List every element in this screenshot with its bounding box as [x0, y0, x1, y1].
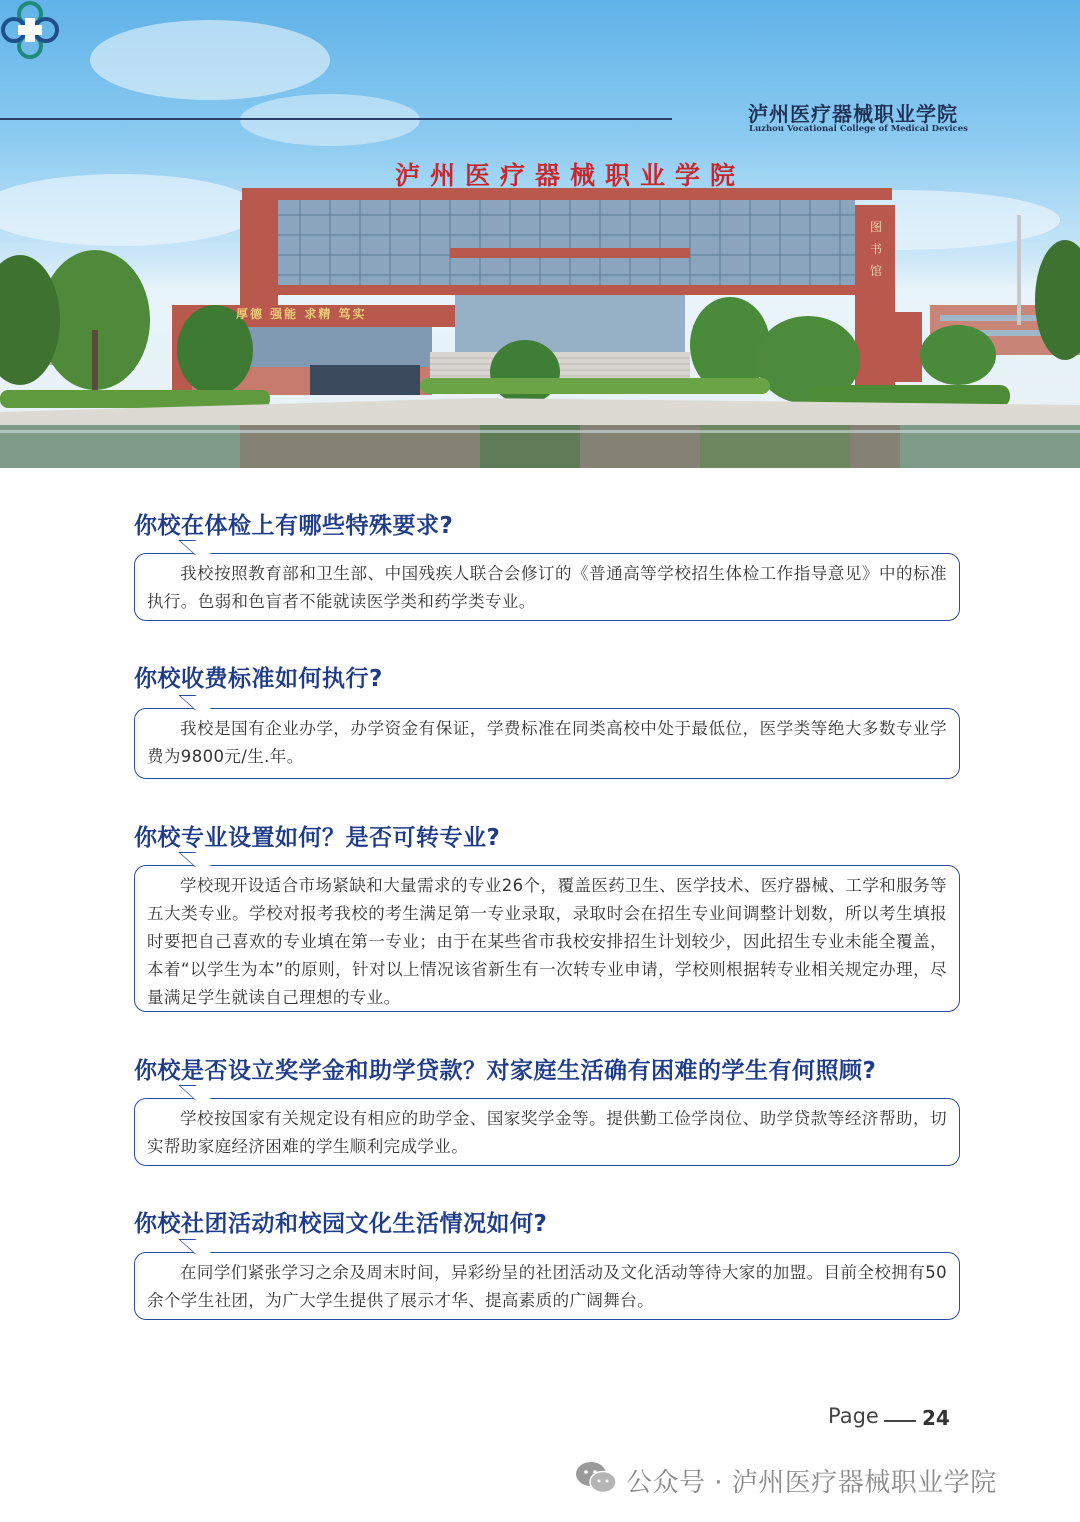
building-motto: 厚德 强能 求精 笃实 [236, 307, 367, 321]
faq-answer-box-3 [134, 865, 960, 1012]
faq-answer-box-4 [134, 1098, 960, 1166]
faq-answer-box-2 [134, 708, 960, 779]
college-name-cn: 泸州医疗器械职业学院 [748, 102, 958, 126]
faq-question-4: 你校是否设立奖学金和助学贷款？对家庭生活确有困难的学生有何照顾? [134, 1058, 877, 1084]
campus-hero-image [0, 0, 1080, 468]
wechat-icon [574, 1460, 618, 1496]
faq-question-3: 你校专业设置如何？是否可转专业? [134, 825, 501, 851]
faq-answer-1: 我校按照教育部和卫生部、中国残疾人联合会修订的《普通高等学校招生体检工作指导意见》中的标准执行。色弱和色盲者不能就读医学类和药学类专业。 [147, 564, 947, 611]
college-name-en: Luzhou Vocational College of Medical Devices [749, 124, 968, 134]
page-number: 24 [922, 1406, 950, 1430]
campus-building-illustration [0, 0, 1080, 468]
faq-question-1: 你校在体检上有哪些特殊要求? [134, 513, 454, 539]
faq-answer-2: 我校是国有企业办学，办学资金有保证，学费标准在同类高校中处于最低位，医学类等绝大多数专业学费为9800元/生.年。 [147, 719, 947, 766]
building-roof-sign: 泸州医疗器械职业学院 [394, 161, 745, 190]
wechat-watermark: 公众号 · 泸州医疗器械职业学院 [626, 1468, 997, 1498]
college-logo-icon [0, 0, 60, 60]
faq-answer-box-5 [134, 1252, 960, 1320]
page-dash [884, 1420, 916, 1422]
faq-question-5: 你校社团活动和校园文化生活情况如何? [134, 1211, 548, 1237]
faq-answer-3: 学校现开设适合市场紧缺和大量需求的专业26个，覆盖医药卫生、医学技术、医疗器械、工学和服务等五大类专业。学校对报考我校的考生满足第一专业录取，录取时会在招生专业间调整计划数，所以考生填报时要把自己喜欢的专业填在第一专业；由于在某些省市我校安排招生计划较少，因此招生专业未能全覆盖，本着“以学生为本”的原则，针对以上情况该省新生有一次转专业申请，学校则根据转专业相关规定办理，尽量满足学生就读自己理想的专业。 [147, 876, 947, 1007]
faq-answer-4: 学校按国家有关规定设有相应的助学金、国家奖学金等。提供勤工俭学岗位、助学贷款等经济帮助，切实帮助家庭经济困难的学生顺利完成学业。 [147, 1109, 947, 1156]
page-label: Page [828, 1404, 879, 1428]
faq-answer-box-1 [134, 553, 960, 621]
faq-answer-5: 在同学们紧张学习之余及周末时间，异彩纷呈的社团活动及文化活动等待大家的加盟。目前全校拥有50余个学生社团，为广大学生提供了展示才华、提高素质的广阔舞台。 [147, 1263, 947, 1310]
library-sign: 图书馆 [869, 220, 882, 278]
header-rule [0, 118, 672, 120]
faq-question-2: 你校收费标准如何执行? [134, 666, 383, 692]
